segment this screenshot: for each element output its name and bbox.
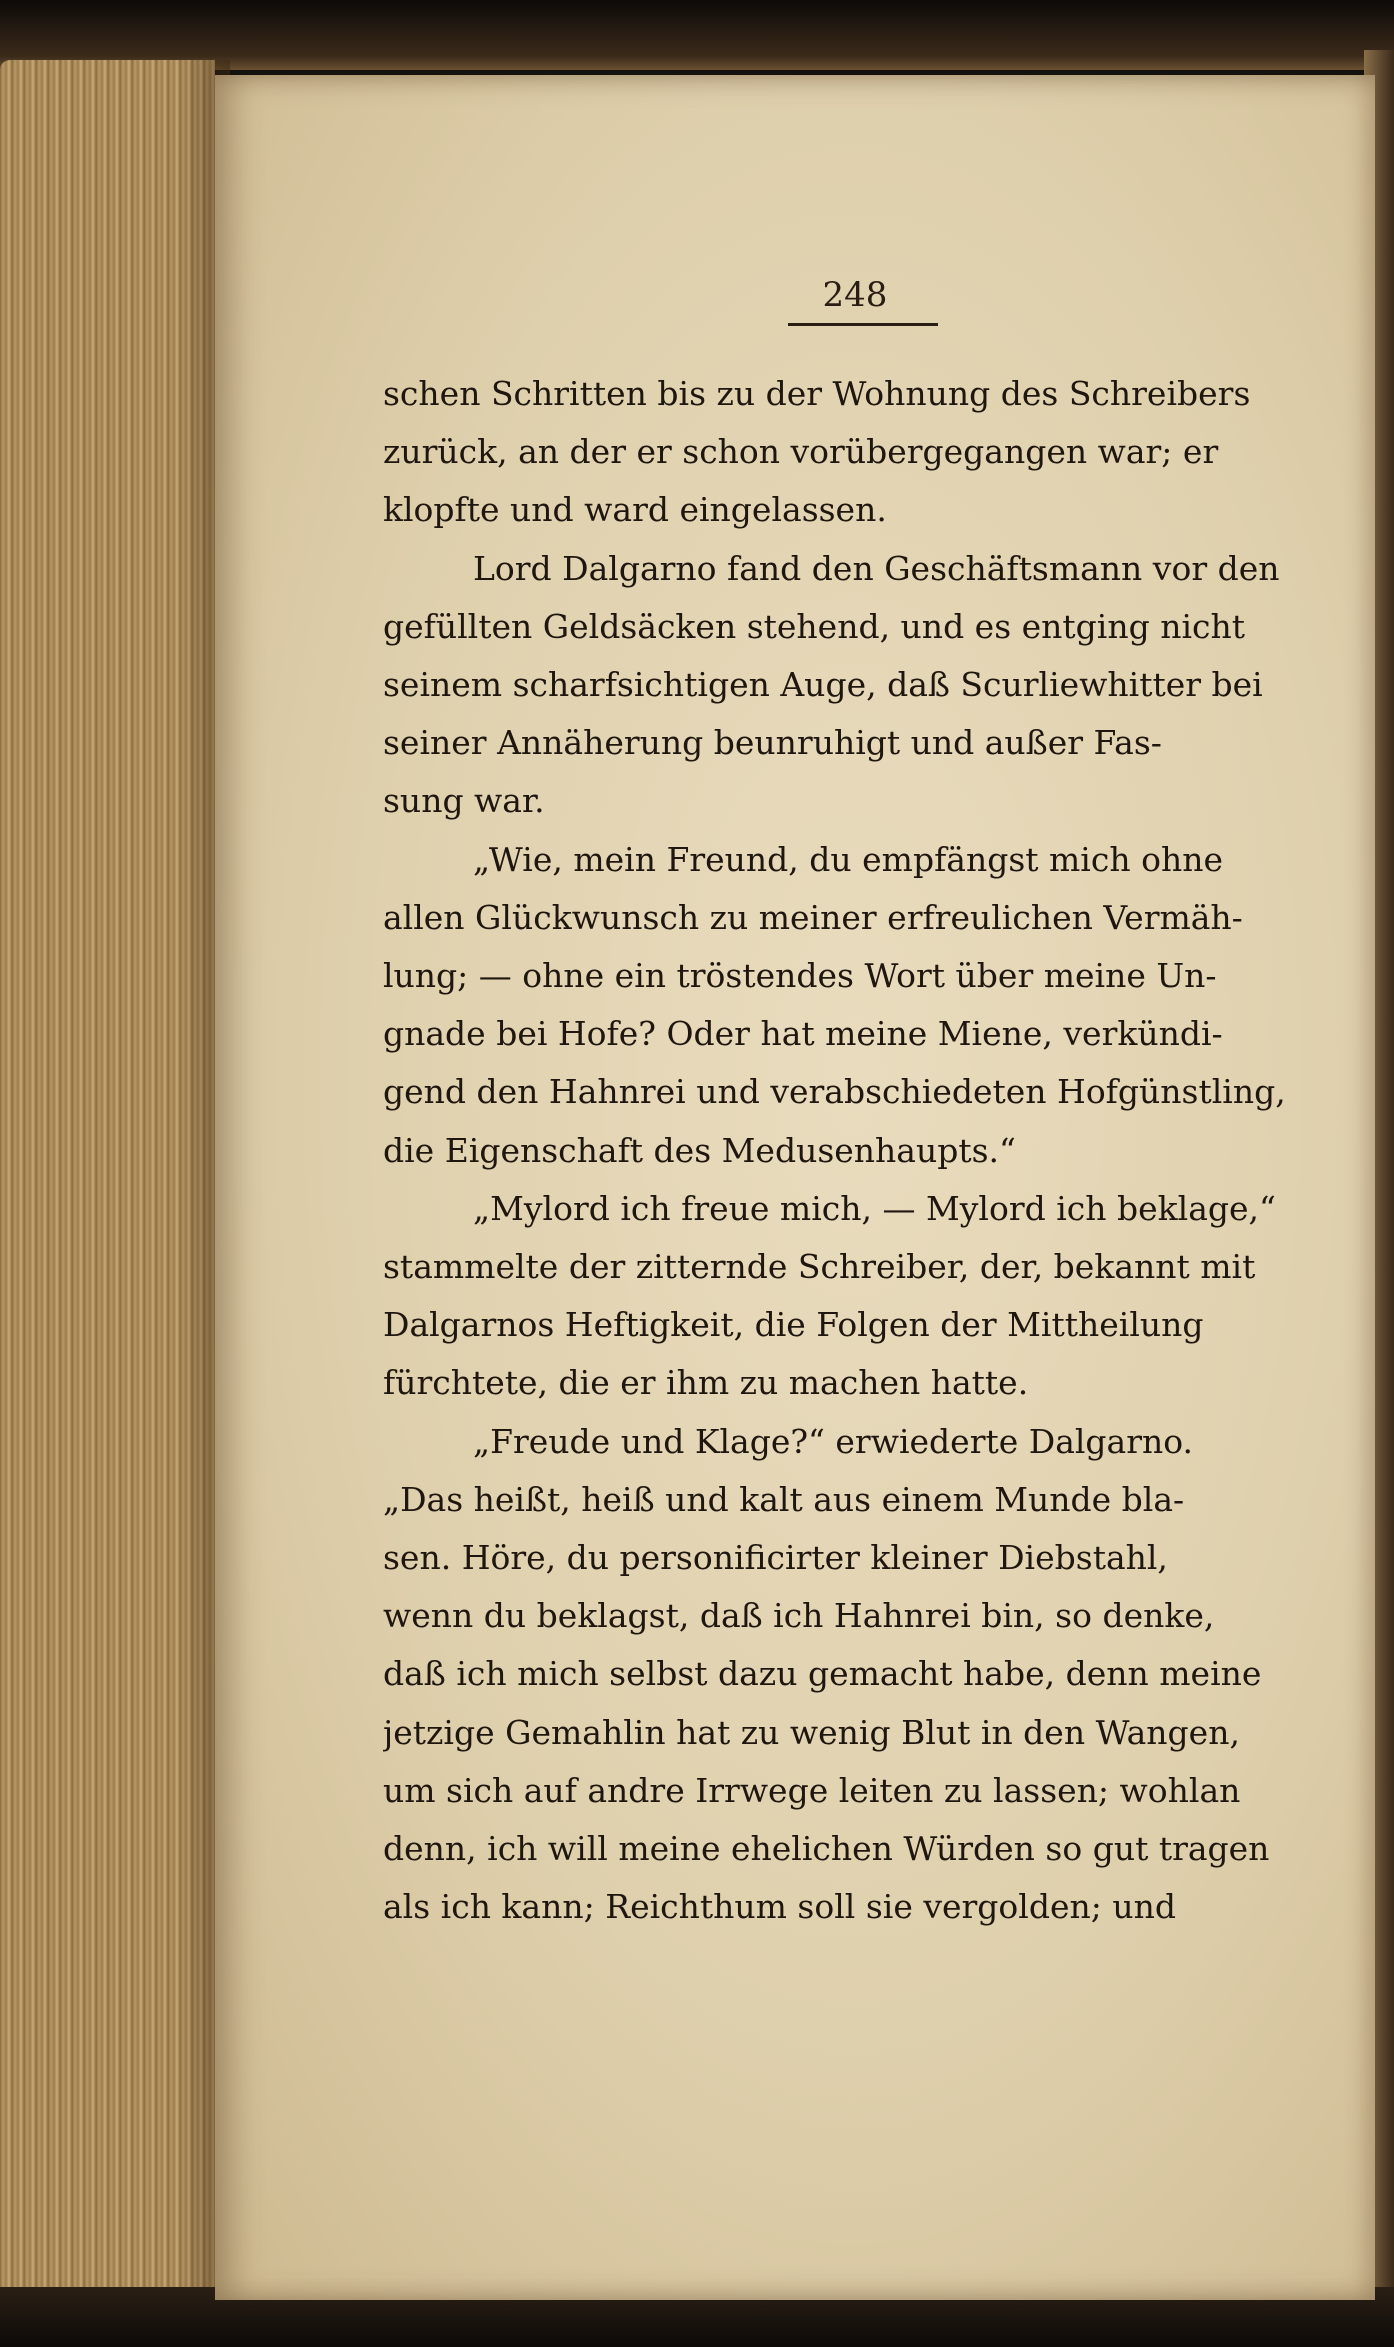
text-line: „Freude und Klage?“ erwiederte Dalgarno. [473, 1421, 1194, 1461]
paragraph [383, 1413, 1315, 1937]
text-line: daß ich mich selbst dazu gemacht habe, denn meine [383, 1654, 1262, 1694]
paragraph [383, 831, 1315, 1180]
text-line: um sich auf andre Irrwege leiten zu lassen; wohlan [383, 1770, 1241, 1810]
text-line: stammelte der zitternde Schreiber, der, bekannt mit [383, 1247, 1256, 1287]
text-line: sen. Höre, du personificirter kleiner Diebstahl, [383, 1538, 1168, 1578]
text-line: denn, ich will meine ehelichen Würden so gut tragen [383, 1829, 1270, 1869]
page-number: 248 [822, 275, 888, 315]
text-line: Lord Dalgarno fand den Geschäftsmann vor den [473, 548, 1280, 588]
text-line: lung; — ohne ein tröstendes Wort über meine Un- [383, 956, 1217, 996]
paragraph [383, 365, 1315, 540]
text-line: fürchtete, die er ihm zu machen hatte. [383, 1363, 1029, 1403]
text-line: seiner Annäherung beunruhigt und außer Fas- [383, 723, 1162, 763]
text-line: schen Schritten bis zu der Wohnung des Schreibers [383, 374, 1251, 413]
text-line: „Das heißt, heiß und kalt aus einem Munde bla- [383, 1479, 1185, 1519]
body-text [383, 365, 1315, 1936]
paragraph [383, 540, 1315, 831]
text-line: als ich kann; Reichthum soll sie vergolden; und [383, 1887, 1176, 1927]
text-line: sung war. [383, 781, 545, 821]
text-line: Dalgarnos Heftigkeit, die Folgen der Mittheilung [383, 1305, 1204, 1345]
page-number-rule [788, 323, 938, 326]
text-line: klopfte und ward eingelassen. [383, 490, 887, 530]
page [215, 75, 1375, 2300]
paragraph [383, 1180, 1315, 1413]
text-line: zurück, an der er schon vorübergegangen war; er [383, 432, 1219, 472]
text-line: gnade bei Hofe? Oder hat meine Miene, verkündi- [383, 1014, 1223, 1054]
text-line: die Eigenschaft des Medusenhaupts.“ [383, 1130, 1016, 1170]
text-line: wenn du beklagst, daß ich Hahnrei bin, so denke, [383, 1596, 1215, 1636]
text-line: allen Glückwunsch zu meiner erfreulichen Vermäh- [383, 897, 1243, 937]
text-line: „Wie, mein Freund, du empfängst mich ohne [473, 839, 1223, 879]
text-line: seinem scharfsichtigen Auge, daß Scurliewhitter bei [383, 665, 1263, 705]
text-line: jetzige Gemahlin hat zu wenig Blut in den Wangen, [383, 1712, 1240, 1752]
text-line: gend den Hahnrei und verabschiedeten Hofgünstling, [383, 1072, 1286, 1112]
text-line: gefüllten Geldsäcken stehend, und es entging nicht [383, 606, 1246, 646]
text-line: „Mylord ich freue mich, — Mylord ich beklage,“ [473, 1188, 1276, 1228]
